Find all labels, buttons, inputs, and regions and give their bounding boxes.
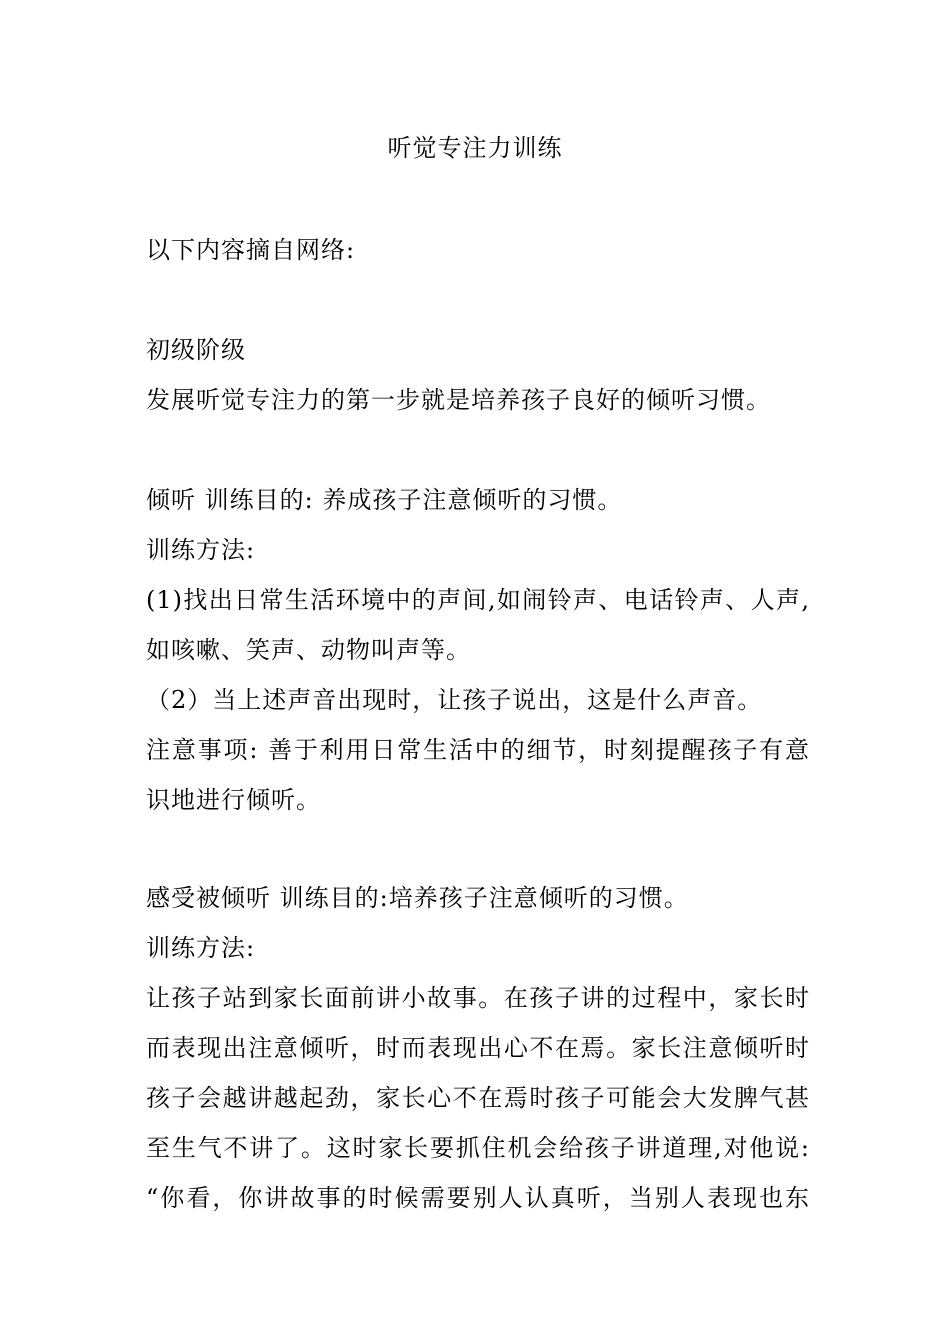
training-heading-listening: 倾听 训练目的: 养成孩子注意倾听的习惯。 [146, 486, 623, 514]
document-title: 听觉专注力训练 [387, 134, 563, 162]
paragraph-line: “你看，你讲故事的时候需要别人认真听，当别人表现也东 [146, 1184, 810, 1212]
paragraph-line: （2）当上述声音出现时，让孩子说出，这是什么声音。 [146, 686, 763, 714]
paragraph-line: 发展听觉专注力的第一步就是培养孩子良好的倾听习惯。 [146, 386, 771, 414]
intro-line: 以下内容摘自网络: [146, 236, 356, 264]
notes-line: 注意事项: 善于利用日常生活中的细节，时刻提醒孩子有意 [146, 736, 810, 764]
paragraph-line: 如咳嗽、笑声、动物叫声等。 [146, 636, 471, 664]
paragraph-line: 至生气不讲了。这时家长要抓住机会给孩子讲道理,对他说: [146, 1134, 810, 1162]
training-heading-being-heard: 感受被倾听 训练目的:培养孩子注意倾听的习惯。 [146, 884, 689, 912]
section-heading-beginner: 初级阶级 [146, 336, 246, 364]
notes-line: 识地进行倾听。 [146, 786, 321, 814]
paragraph-line: 孩子会越讲越起劲，家长心不在焉时孩子可能会大发脾气甚 [146, 1084, 810, 1112]
paragraph-line: (1)找出日常生活环境中的声间,如闹铃声、电话铃声、人声, [146, 586, 810, 614]
method-label: 训练方法: [146, 536, 256, 564]
paragraph-line: 让孩子站到家长面前讲小故事。在孩子讲的过程中，家长时 [146, 984, 810, 1012]
method-label: 训练方法: [146, 934, 256, 962]
paragraph-line: 而表现出注意倾听，时而表现出心不在焉。家长注意倾听时 [146, 1034, 810, 1062]
